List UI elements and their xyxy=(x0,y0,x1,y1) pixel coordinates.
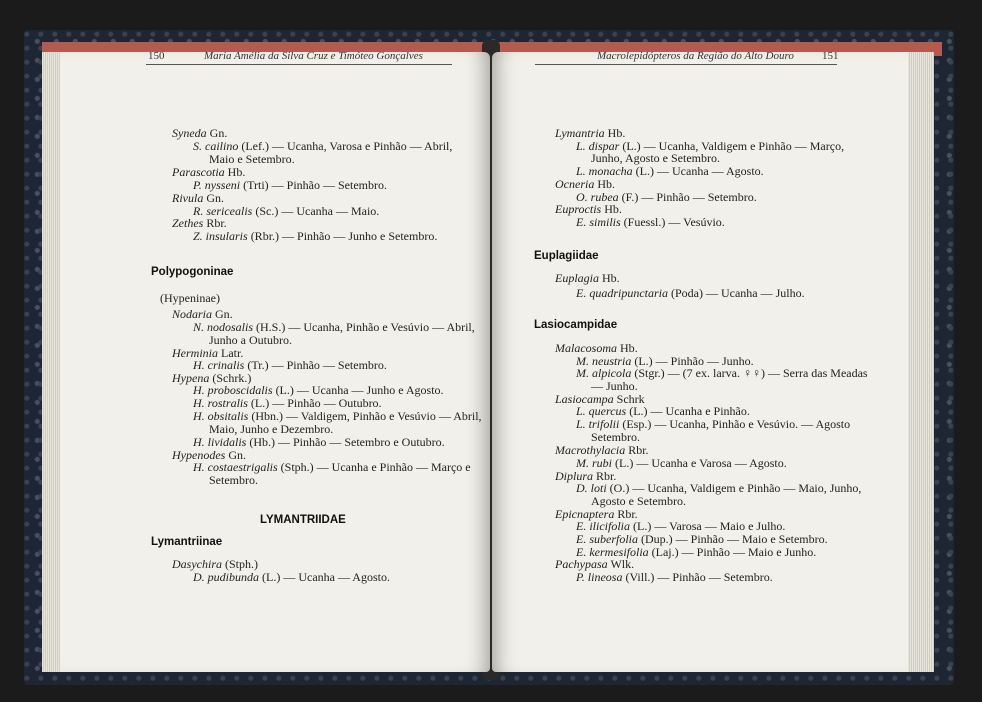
text-line: Lymantria Hb. xyxy=(555,126,626,140)
text-line: Z. insularis (Rbr.) — Pinhão — Junho e Setembro. xyxy=(193,229,438,243)
text-line: P. nysseni (Trti) — Pinhão — Setembro. xyxy=(193,178,387,192)
text-line: Euplagia Hb. xyxy=(555,271,620,285)
text-line: Maio, Junho e Dezembro. xyxy=(209,422,334,436)
text-line: L. dispar (L.) — Ucanha, Valdigem e Pinhão — Março, xyxy=(576,139,845,153)
right-page-number: 151 xyxy=(822,50,839,62)
text-line: M. neustria (L.) — Pinhão — Junho. xyxy=(576,354,754,368)
left-running-head: Maria Amélia da Silva Cruz e Timóteo Gonçalves xyxy=(204,50,423,62)
section-heading: Polypogoninae xyxy=(151,266,234,278)
text-line: Hypena (Schrk.) xyxy=(172,371,252,385)
text-line: H. crinalis (Tr.) — Pinhão — Setembro. xyxy=(193,358,387,372)
text-line: H. obsitalis (Hbn.) — Valdigem, Pinhão e Vesúvio — Abril, xyxy=(193,409,482,423)
text-line: L. monacha (L.) — Ucanha — Agosto. xyxy=(576,164,764,178)
text-line: O. rubea (F.) — Pinhão — Setembro. xyxy=(576,190,757,204)
text-line: E. ilicifolia (L.) — Varosa — Maio e Julho. xyxy=(576,519,786,533)
right-header-rule xyxy=(535,64,837,65)
text-line: Diplura Rbr. xyxy=(555,469,617,483)
text-line: L. quercus (L.) — Ucanha e Pinhão. xyxy=(576,404,750,418)
text-line: Rivula Gn. xyxy=(172,191,224,205)
text-line: Hypenodes Gn. xyxy=(172,448,246,462)
right-running-head: Macrolepidópteros da Região do Alto Douro xyxy=(597,50,794,62)
text-line: H. lividalis (Hb.) — Pinhão — Setembro e Outubro. xyxy=(193,435,445,449)
text-line: H. costaestrigalis (Stph.) — Ucanha e Pinhão — Março e xyxy=(193,460,471,474)
text-line: R. sericealis (Sc.) — Ucanha — Maio. xyxy=(193,204,380,218)
left-page-number: 150 xyxy=(148,50,165,62)
family-heading: Euplagiidae xyxy=(534,250,599,262)
text-line: P. lineosa (Vill.) — Pinhão — Setembro. xyxy=(576,570,773,584)
family-heading: LYMANTRIIDAE xyxy=(260,514,346,526)
text-line: L. trifolii (Esp.) — Ucanha, Pinhão e Vesúvio. — Agosto xyxy=(576,417,851,431)
text-line: Zethes Rbr. xyxy=(172,216,227,230)
text-line: Herminia Latr. xyxy=(172,346,244,360)
text-line: S. cailino (Lef.) — Ucanha, Varosa e Pinhão — Abril, xyxy=(193,139,453,153)
text-line: E. quadripunctaria (Poda) — Ucanha — Julho. xyxy=(576,286,805,300)
text-line: H. rostralis (L.) — Pinhão — Outubro. xyxy=(193,396,382,410)
text-line: Junho, Agosto e Setembro. xyxy=(591,151,720,165)
text-line: Nodaria Gn. xyxy=(172,307,233,321)
text-line: Ocneria Hb. xyxy=(555,177,615,191)
text-line: M. alpicola (Stgr.) — (7 ex. larva. ♀♀) — Serra das Meadas xyxy=(576,366,868,380)
family-heading: Lasiocampidae xyxy=(534,319,618,331)
text-line: Pachypasa Wlk. xyxy=(555,557,635,571)
text-line: Parascotia Hb. xyxy=(172,165,246,179)
text-line: E. suberfolia (Dup.) — Pinhão — Maio e Setembro. xyxy=(576,532,828,546)
right-fore-edge xyxy=(908,52,934,672)
left-header-rule xyxy=(146,64,452,65)
text-line: Dasychira (Stph.) xyxy=(172,557,258,571)
section-heading: Lymantriinae xyxy=(151,536,223,548)
text-line: Euproctis Hb. xyxy=(555,202,622,216)
text-line: N. nodosalis (H.S.) — Ucanha, Pinhão e Vesúvio — Abril, xyxy=(193,320,475,334)
text-line: Epicnaptera Rbr. xyxy=(555,507,638,521)
text-line: Setembro. xyxy=(209,473,258,487)
left-fore-edge xyxy=(42,52,60,672)
text-line: D. pudibunda (L.) — Ucanha — Agosto. xyxy=(193,570,390,584)
text-line: — Junho. xyxy=(591,379,638,393)
text-line: D. loti (O.) — Ucanha, Valdigem e Pinhão — Maio, Junho, xyxy=(576,481,862,495)
text-line: Lasiocampa Schrk xyxy=(555,392,645,406)
text-line: Macrothylacia Rbr. xyxy=(555,443,649,457)
text-line: M. rubi (L.) — Ucanha e Varosa — Agosto. xyxy=(576,456,787,470)
text-line: E. similis (Fuessl.) — Vesúvio. xyxy=(576,215,725,229)
text-line: E. kermesifolia (Laj.) — Pinhão — Maio e Junho. xyxy=(576,545,817,559)
text-line: Setembro. xyxy=(591,430,640,444)
text-line: Agosto e Setembro. xyxy=(591,494,686,508)
text-line: Malacosoma Hb. xyxy=(555,341,638,355)
text-line: Syneda Gn. xyxy=(172,126,228,140)
text-line: Junho a Outubro. xyxy=(209,333,292,347)
text-line: Maio e Setembro. xyxy=(209,152,295,166)
text-line: (Hypeninae) xyxy=(160,291,220,305)
text-line: H. proboscidalis (L.) — Ucanha — Junho e Agosto. xyxy=(193,383,444,397)
